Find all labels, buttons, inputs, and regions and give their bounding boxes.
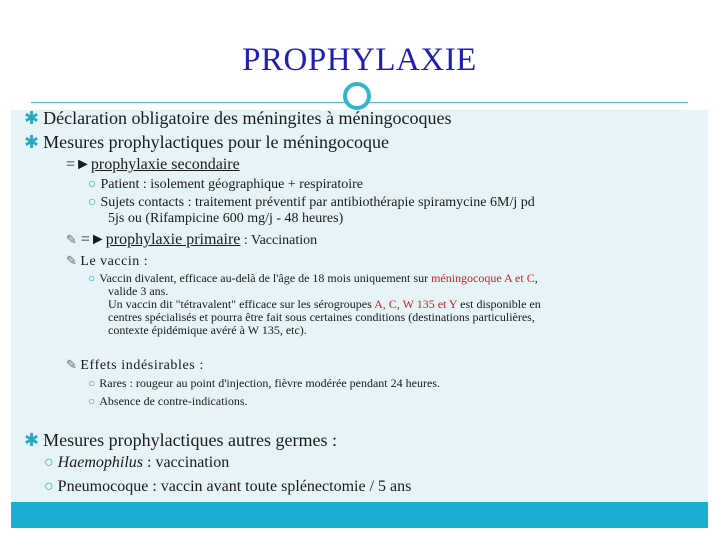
autres-haemophilus bbox=[44, 454, 229, 472]
decorative-circle-icon bbox=[343, 82, 371, 110]
autres-pneumocoque bbox=[44, 478, 411, 496]
pencil-icon: ✎ bbox=[66, 232, 77, 247]
circle-bullet-icon: ○ bbox=[44, 478, 54, 495]
secondaire-heading bbox=[66, 156, 240, 174]
primaire-suffix: : Vaccination bbox=[240, 233, 318, 248]
vaccin-line-3 bbox=[108, 298, 541, 311]
arrow-icon: =► bbox=[80, 231, 106, 248]
mesures-text: Mesures prophylactiques pour le méningocoque bbox=[43, 132, 390, 152]
absence-text: Absence de contre-indications. bbox=[99, 394, 248, 408]
slide-title: PROPHYLAXIE bbox=[242, 42, 477, 78]
vaccin-text-3c: est disponible en bbox=[457, 297, 541, 311]
effets-absence bbox=[88, 395, 248, 408]
vaccin-line-4 bbox=[108, 311, 535, 324]
vaccin-text-4: centres spécialisés et pourra être fait sous certaines conditions (destinations particulières, bbox=[108, 310, 535, 324]
secondaire-patient bbox=[88, 177, 363, 193]
vaccin-text-3b: A, C, W 135 et Y bbox=[374, 297, 458, 311]
circle-bullet-icon: ○ bbox=[44, 454, 54, 471]
pencil-icon: ✎ bbox=[66, 357, 77, 372]
pencil-icon: ✎ bbox=[66, 253, 77, 268]
secondaire-contacts bbox=[88, 195, 535, 211]
bullet-declaration bbox=[24, 108, 451, 129]
secondaire-label: prophylaxie secondaire bbox=[90, 156, 240, 173]
vaccin-text-1b: méningocoque A et C bbox=[431, 271, 535, 285]
circle-bullet-icon: ○ bbox=[88, 195, 97, 210]
declaration-text: Déclaration obligatoire des méningites à méningocoques bbox=[43, 108, 452, 128]
secondaire-contacts-cont bbox=[108, 211, 343, 227]
effets-label: Effets indésirables : bbox=[80, 358, 204, 373]
circle-bullet-icon: ○ bbox=[88, 177, 97, 192]
arrow-icon: =► bbox=[66, 156, 91, 173]
effets-rares bbox=[88, 377, 440, 390]
vaccin-text-1c: , bbox=[534, 271, 538, 285]
bullet-icon: ✱ bbox=[24, 132, 40, 152]
circle-bullet-icon: ○ bbox=[88, 394, 96, 408]
vaccin-line-1 bbox=[88, 272, 538, 285]
vaccin-line-2 bbox=[108, 285, 168, 298]
haemophilus-rest: : vaccination bbox=[143, 454, 230, 471]
primaire-heading bbox=[66, 231, 317, 249]
vaccin-text-5: contexte épidémique avéré à W 135, etc). bbox=[108, 323, 307, 337]
bullet-icon: ✱ bbox=[24, 430, 40, 450]
effets-heading bbox=[66, 357, 204, 374]
vaccin-text-2: valide 3 ans. bbox=[108, 284, 169, 298]
contacts-text-2: 5js ou (Rifampicine 600 mg/j - 48 heures) bbox=[108, 211, 344, 226]
vaccin-heading bbox=[66, 253, 148, 270]
bullet-autres bbox=[24, 430, 337, 451]
bottom-bar bbox=[11, 502, 708, 528]
rares-text: Rares : rougeur au point d'injection, fièvre modérée pendant 24 heures. bbox=[99, 376, 440, 390]
circle-bullet-icon: ○ bbox=[88, 376, 96, 390]
primaire-label: prophylaxie primaire bbox=[105, 231, 241, 248]
autres-label: Mesures prophylactiques autres germes : bbox=[43, 430, 338, 450]
patient-text: Patient : isolement géographique + respiratoire bbox=[100, 177, 364, 192]
vaccin-line-5 bbox=[108, 324, 307, 337]
bullet-mesures bbox=[24, 132, 389, 153]
contacts-text-1: Sujets contacts : traitement préventif par antibiothérapie spiramycine 6M/j pd bbox=[100, 195, 535, 210]
vaccin-label: Le vaccin : bbox=[80, 254, 149, 269]
pneumocoque-text: Pneumocoque : vaccin avant toute splénectomie / 5 ans bbox=[57, 478, 412, 495]
vaccin-text-1a: Vaccin divalent, efficace au-delà de l'âge de 18 mois uniquement sur bbox=[99, 271, 432, 285]
haemophilus-name: Haemophilus bbox=[57, 454, 143, 471]
bullet-icon: ✱ bbox=[24, 108, 40, 128]
vaccin-text-3a: Un vaccin dit "tétravalent" efficace sur les sérogroupes bbox=[108, 297, 375, 311]
circle-bullet-icon: ○ bbox=[88, 271, 96, 285]
